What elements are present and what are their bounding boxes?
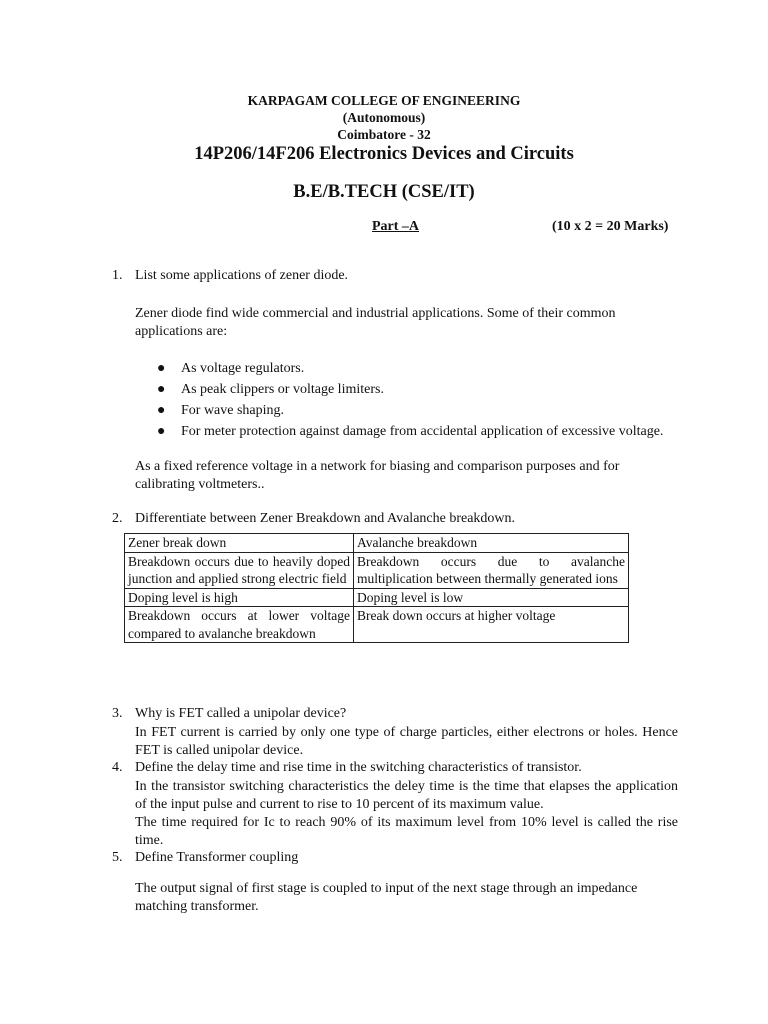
list-item: ● For wave shaping. [157,403,285,418]
table-header-cell: Zener break down [125,534,354,553]
applications-list [135,360,680,441]
answer-text: As a fixed reference voltage in a network for biasing and comparison purposes and for calibrating voltmeters.. [135,459,620,492]
list-item: ● As peak clippers or voltage limiters. [157,382,384,397]
part-heading: Part –A [372,219,420,234]
college-name: KARPAGAM COLLEGE OF ENGINEERING [247,93,521,108]
list-item: ● For meter protection against damage from accidental application of excessive voltage. [157,424,664,439]
marks-allocation: (10 x 2 = 20 Marks) [552,219,669,234]
question-text: Define Transformer coupling [135,850,299,865]
list-item: ● As voltage regulators. [157,361,305,376]
course-title: 14P206/14F206 Electronics Devices and Circuits [194,144,574,164]
table-row [125,607,629,643]
table-cell: Break down occurs at higher voltage [354,607,629,643]
bullet-icon: ● [157,361,166,376]
table-cell: Breakdown occurs at lower voltage compared to avalanche breakdown [125,607,354,643]
question-text: Differentiate between Zener Breakdown and Avalanche breakdown. [135,511,516,526]
answer-text: In FET current is carried by only one type of charge particles, either electrons or holes. Hence FET is called unipolar device. [135,725,678,758]
table-row [125,588,629,607]
question-number: 4. [112,760,123,775]
table-cell: Breakdown occurs due to heavily doped junction and applied strong electric field [125,552,354,588]
college-city: Coimbatore - 32 [337,127,431,142]
answer-text: Zener diode find wide commercial and industrial applications. Some of their common applications are: [135,306,616,339]
table-cell: Doping level is high [125,588,354,607]
college-status: (Autonomous) [342,110,426,125]
table-header-cell: Avalanche breakdown [354,534,629,553]
question-text: List some applications of zener diode. [135,268,349,283]
table-cell: Breakdown occurs due to avalanche multiplication between thermally generated ions [354,552,629,588]
answer-text: In the transistor switching characteristics the deley time is the time that elapses the application of the input pulse and current to rise to 10 percent of its maximum value. [135,779,678,812]
question-text: Why is FET called a unipolar device? [135,706,347,721]
table-header-row [125,534,629,553]
comparison-table [124,533,629,643]
question-number: 1. [112,268,123,283]
question-number: 3. [112,706,123,721]
answer-text: The time required for Ic to reach 90% of its maximum level from 10% level is called the rise time. [135,815,678,848]
table-row [125,552,629,588]
question-number: 2. [112,511,123,526]
question-number: 5. [112,850,123,865]
bullet-icon: ● [157,403,166,418]
question-text: Define the delay time and rise time in the switching characteristics of transistor. [135,760,582,775]
answer-text: The output signal of first stage is coupled to input of the next stage through an impedance matching transformer. [135,881,638,914]
bullet-icon: ● [157,424,166,439]
degree-title: B.E/B.TECH (CSE/IT) [293,182,475,202]
table-cell: Doping level is low [354,588,629,607]
bullet-icon: ● [157,382,166,397]
